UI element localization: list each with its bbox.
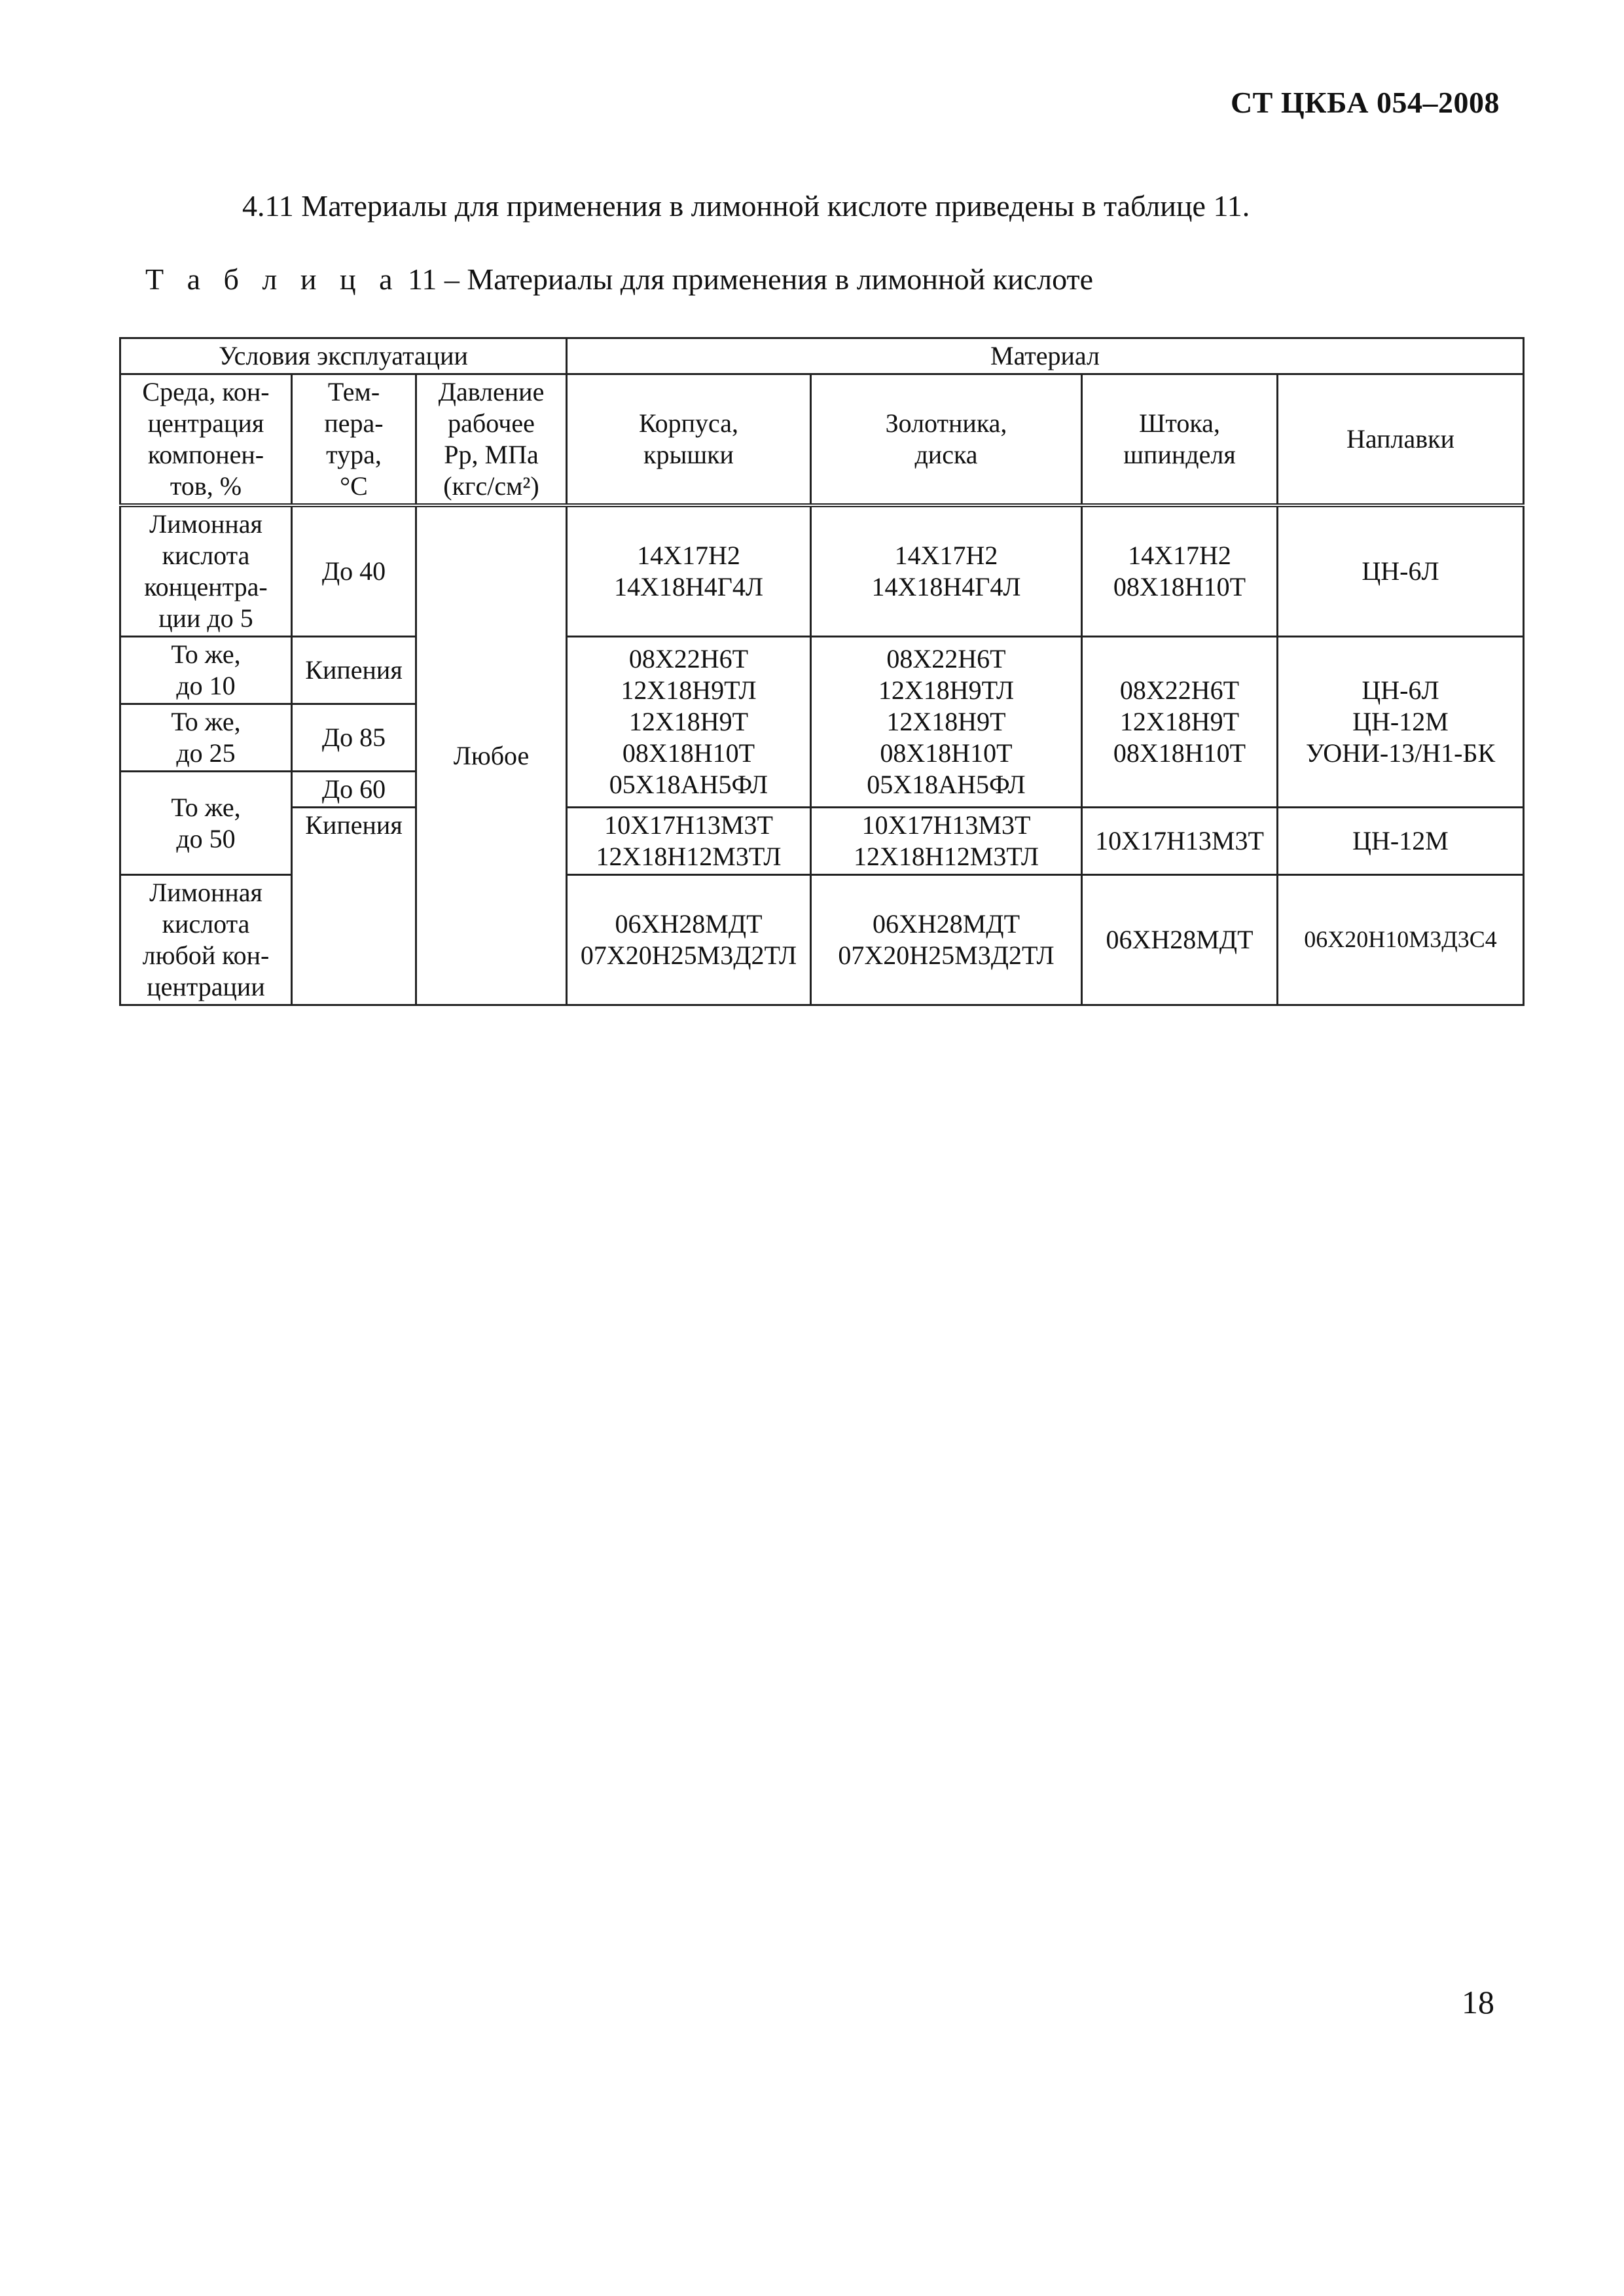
body-header: Корпуса, крышки bbox=[567, 374, 811, 506]
table-row bbox=[120, 637, 1524, 704]
material-group-header: Материал bbox=[567, 338, 1524, 374]
medium-cell: То же, до 50 bbox=[120, 772, 292, 875]
medium-header: Среда, кон- центрация компонен- тов, % bbox=[120, 374, 292, 506]
intro-paragraph: 4.11 Материалы для применения в лимонной кислоте приведены в таблице 11. bbox=[242, 189, 1250, 223]
medium-cell: То же, до 25 bbox=[120, 704, 292, 772]
pressure-cell: Любое bbox=[416, 505, 567, 1005]
caption-text: – Материалы для применения в лимонной кислоте bbox=[444, 262, 1093, 296]
surfacing-cell: 06Х20Н10М3Д3С4 bbox=[1278, 875, 1524, 1005]
medium-cell: Лимонная кислота любой кон- центрации bbox=[120, 875, 292, 1005]
surfacing-cell: ЦН-6Л bbox=[1278, 505, 1524, 637]
body-cell: 10Х17Н13М3Т 12Х18Н12М3ТЛ bbox=[567, 808, 811, 875]
caption-number: 11 bbox=[408, 262, 437, 296]
body-cell: 14Х17Н2 14Х18Н4Г4Л bbox=[567, 505, 811, 637]
temperature-cell: До 60 bbox=[292, 772, 416, 808]
table-row bbox=[120, 808, 1524, 875]
surfacing-header: Наплавки bbox=[1278, 374, 1524, 506]
surfacing-cell: ЦН-6Л ЦН-12М УОНИ-13/Н1-БК bbox=[1278, 637, 1524, 808]
materials-table bbox=[119, 337, 1525, 1006]
spool-cell: 10Х17Н13М3Т 12Х18Н12М3ТЛ bbox=[811, 808, 1082, 875]
stem-cell: 10Х17Н13М3Т bbox=[1082, 808, 1278, 875]
table-row bbox=[120, 505, 1524, 637]
group-header-row bbox=[120, 338, 1524, 374]
temperature-cell: Кипения bbox=[292, 637, 416, 704]
pressure-header: Давление рабочее Рр, МПа (кгс/см²) bbox=[416, 374, 567, 506]
medium-cell: Лимонная кислота концентра- ции до 5 bbox=[120, 505, 292, 637]
table-caption bbox=[145, 262, 1093, 296]
temperature-header: Тем- пера- тура, °С bbox=[292, 374, 416, 506]
medium-cell: То же, до 10 bbox=[120, 637, 292, 704]
stem-cell: 14Х17Н2 08Х18Н10Т bbox=[1082, 505, 1278, 637]
conditions-group-header: Условия эксплуатации bbox=[120, 338, 567, 374]
temperature-cell: До 40 bbox=[292, 505, 416, 637]
document-code: СТ ЦКБА 054–2008 bbox=[1230, 86, 1500, 119]
spool-cell: 08Х22Н6Т 12Х18Н9ТЛ 12Х18Н9Т 08Х18Н10Т 05Х18АН5ФЛ bbox=[811, 637, 1082, 808]
page-number: 18 bbox=[1462, 1984, 1494, 2020]
caption-prefix: Т а б л и ц а bbox=[145, 262, 401, 296]
surfacing-cell: ЦН-12М bbox=[1278, 808, 1524, 875]
spool-header: Золотника, диска bbox=[811, 374, 1082, 506]
body-cell: 08Х22Н6Т 12Х18Н9ТЛ 12Х18Н9Т 08Х18Н10Т 05Х18АН5ФЛ bbox=[567, 637, 811, 808]
temperature-cell: Кипения bbox=[292, 808, 416, 1005]
temperature-cell: До 85 bbox=[292, 704, 416, 772]
stem-cell: 08Х22Н6Т 12Х18Н9Т 08Х18Н10Т bbox=[1082, 637, 1278, 808]
stem-cell: 06ХН28МДТ bbox=[1082, 875, 1278, 1005]
spool-cell: 14Х17Н2 14Х18Н4Г4Л bbox=[811, 505, 1082, 637]
column-header-row bbox=[120, 374, 1524, 506]
spool-cell: 06ХН28МДТ 07Х20Н25М3Д2ТЛ bbox=[811, 875, 1082, 1005]
stem-header: Штока, шпинделя bbox=[1082, 374, 1278, 506]
body-cell: 06ХН28МДТ 07Х20Н25М3Д2ТЛ bbox=[567, 875, 811, 1005]
